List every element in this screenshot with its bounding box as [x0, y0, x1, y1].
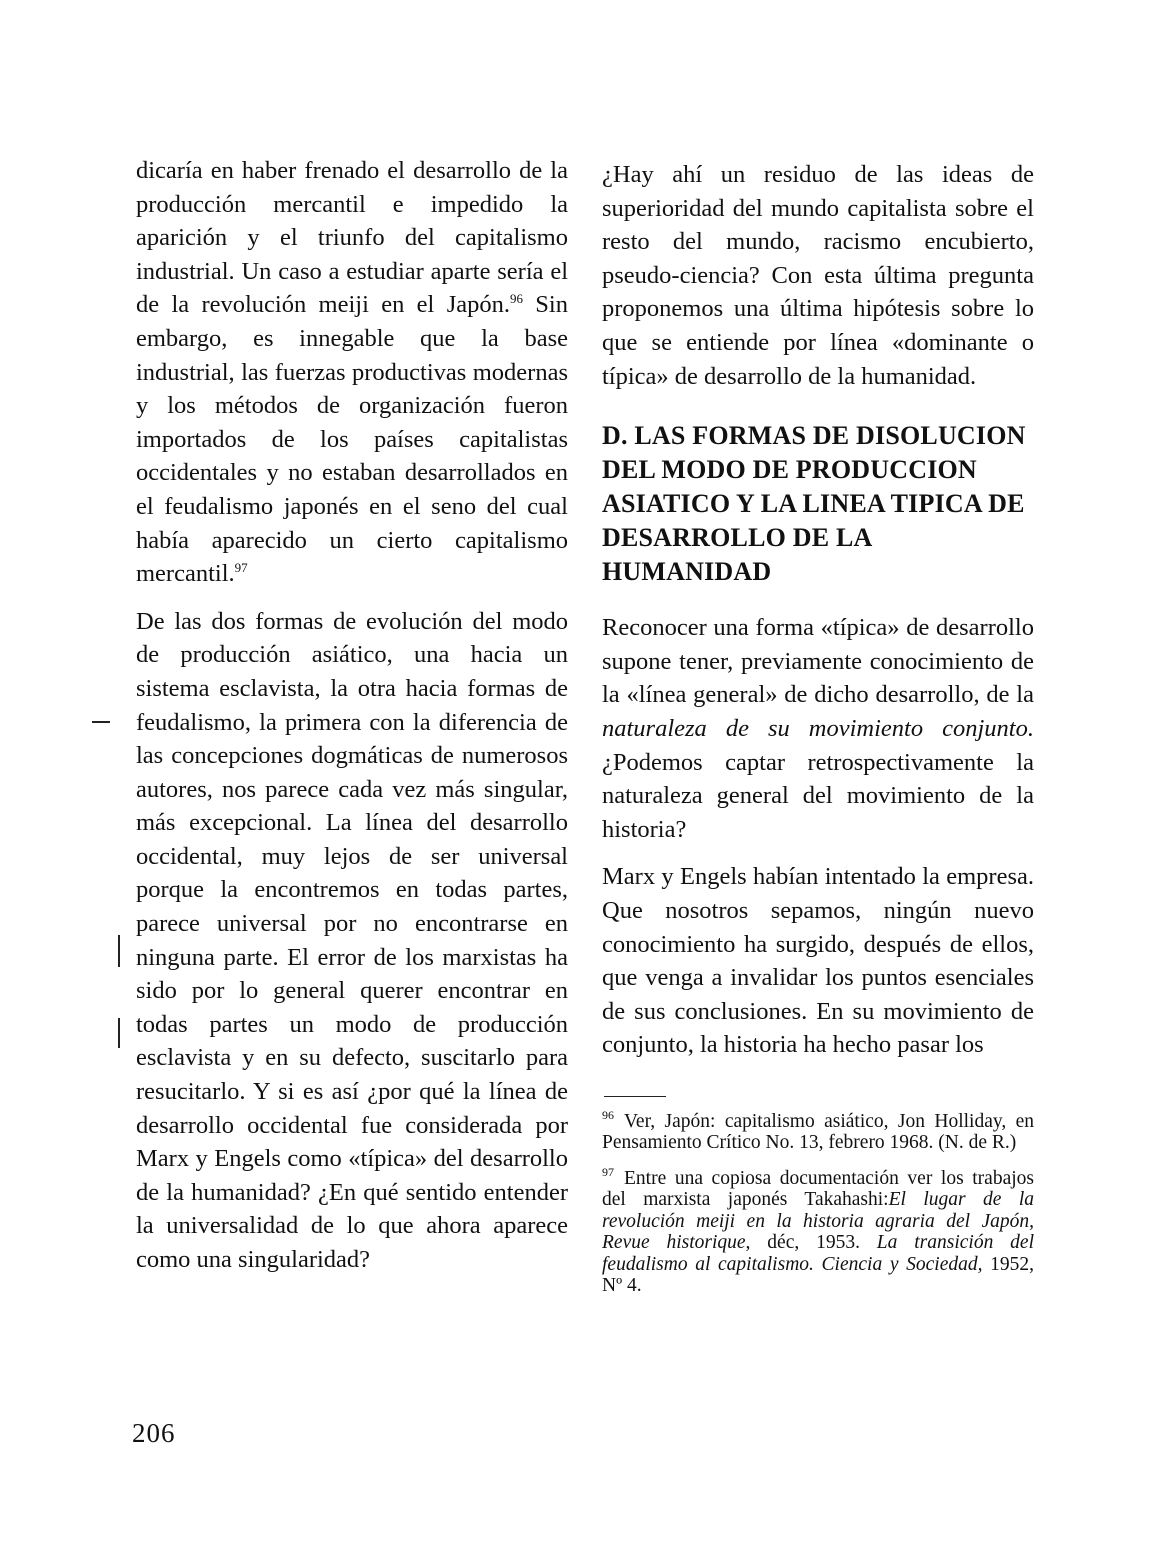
footnote-96	[602, 1108, 1034, 1154]
footnote-97	[602, 1165, 1034, 1297]
footnote-number: 96	[602, 1108, 614, 1123]
footnote-number: 97	[602, 1165, 614, 1180]
paragraph-text: ¿Podemos captar retrospectivamente la naturaleza general del movimiento de la historia?	[602, 748, 1034, 843]
paragraph-text: dicaría en haber frenado el desarrollo de la producción mercantil e impedido la aparición y el triunfo del capitalismo industrial. Un caso a estudiar aparte sería el de la revolución meiji en el Japón.	[136, 157, 568, 319]
paragraph: ¿Hay ahí un residuo de las ideas de superioridad del mundo capitalista sobre el resto del mundo, racismo encubierto, pseudo-ciencia? Con esta última pregunta proponemos una última hipótesis sobre lo que se entiende por línea «dominante o típica» de desarrollo de la humanidad.	[602, 161, 1034, 390]
section-heading: D. LAS FORMAS DE DISOLUCION DEL MODO DE PRODUCCION ASIATICO Y LA LINEA TIPICA DE DESARROLLO DE LA HUMANIDAD	[602, 421, 1026, 587]
italic-text: naturaleza de su movimiento conjunto.	[602, 714, 1034, 742]
footnote-text: 1952, Nº 4.	[602, 1253, 1034, 1297]
footnote-text: Ver, Japón: capitalismo asiático, Jon Holliday, en Pensamiento Crítico No. 13, febrero 1968. (N. de R.)	[602, 1110, 1034, 1154]
paragraph-text: Sin embargo, es innegable que la base industrial, las fuerzas productivas modernas y los métodos de organización fueron importados de los países capitalistas occidentales y no estaban desarrollados en el feudalismo japonés en el seno del cual había aparecido un cierto capitalismo mercantil.	[136, 291, 568, 588]
right-column	[602, 158, 1034, 1297]
footnote-italic: El lugar de la revolución meiji en la historia agraria del Japón, Revue historique,	[602, 1189, 1034, 1254]
paragraph-text: Reconocer una forma «típica» de desarrollo supone tener, previamente conocimiento de la «línea general» de dicho desarrollo, de la	[602, 614, 1034, 709]
paragraph	[602, 611, 1034, 846]
footnote-text: Entre una copiosa documentación ver los trabajos del marxista japonés Takahashi:	[602, 1167, 1034, 1211]
paragraph: De las dos formas de evolución del modo de producción asiático, una hacia un sistema esclavista, la otra hacia formas de feudalismo, la primera con la diferencia de las concepciones dogmáticas de numerosos autores, nos parece cada vez más singular, más excepcional. La línea del desarrollo occidental, muy lejos de ser universal porque la encontremos en todas partes, parece universal por no encontrarse en ninguna parte. El error de los marxistas ha sido por lo general querer encontrar en todas partes un modo de producción esclavista y en su defecto, suscitarlo para resucitarlo. Y si es así ¿por qué la línea de desarrollo occidental fue considerada por Marx y Engels como «típica» del desarrollo de la humanidad? ¿En qué sentido entender la universalidad de lo que ahora aparece como una singularidad?	[136, 607, 568, 1273]
page-number: 206	[132, 1418, 176, 1448]
margin-bar-mark	[118, 1018, 120, 1048]
footnote-ref-97: 97	[234, 559, 248, 575]
paragraph	[136, 154, 568, 591]
footnote-ref-96: 96	[509, 291, 523, 307]
footnote-italic: La transición del feudalismo al capitalismo. Ciencia y Sociedad,	[602, 1232, 1034, 1275]
footnote-divider	[604, 1096, 666, 1097]
footnote-text: déc, 1953.	[750, 1232, 877, 1254]
left-column	[136, 154, 568, 1277]
margin-dash-mark	[92, 721, 110, 723]
paragraph: Marx y Engels habían intentado la empresa. Que nosotros sepamos, ningún nuevo conocimiento ha surgido, después de ellos, que venga a invalidar los puntos esenciales de sus conclusiones. En su movimiento de conjunto, la historia ha hecho pasar los	[602, 863, 1034, 1059]
margin-bar-mark	[118, 935, 120, 967]
